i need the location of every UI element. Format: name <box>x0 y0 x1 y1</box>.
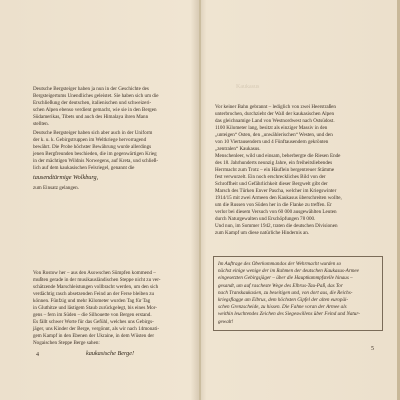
right-page <box>201 0 397 400</box>
faint-handwritten-note: Kaukasus <box>236 84 260 90</box>
order-text-box <box>213 256 383 331</box>
right-paragraph-1: Vor keiner Bahn gebrannt – lediglich von zwei Heerstraßen unterbrochen, durchzieht der Wall der kaukasischen Alpen das gleichnamige Land von Westnordwest nach Ostsüdost. 1100 Kilometer lang, besitzt als einziger Massiv in den „unteigen“ Osten, den „unwählerischen“ Westen, und den von 10 Viertausendern und 4 Fünftausendern gekrönten „zentralen“ Kaukasus. Menschenleer, wild und einsam, beherbergte die Riesen Ende des 18. Jahrhunderts neunzig Jahre, ein freiheitsliebendes Herrmacht zum Trotz – ein Häuflein bergentreuer Stämme fest verwurzelt. Ein noch erschreckliches Bild von der Schroffheit und Gefährlichkeit dieser Bergwelt gibt der Marsch des Türken Enver Pascha, welcher im Kriegswinter 1914/15 mit zwei Armeen den Kaukasus überschreiten wollte, um die Russen von Süden her in die Flanke zu treffen. Er verlor bei diesem Versuch von 60 000 ausgewählten Leuten durch Naturgewalten und Erschöpfungen 78 000. Und nun, im Sommer 1942, traten die deutschen Divisionen zum Kampf um diese natürliche Hindernis an. <box>215 104 342 236</box>
left-script-line-1: tausendtürmige Wolkburg, <box>33 174 99 181</box>
left-paragraph-3: zum Einsatz gelangen. <box>33 185 79 191</box>
left-paragraph-2: Deutsche Bergsteiger haben sich aber auch in der Uniform der k. u. k. Gebirgstruppen im Weltkriege hervorragend bewährt. Die Probe höchster Bewährung wurde allerdings jenen Bergfreunden beschieden, die im gegenwärtigen Krieg in der mächtigen Wildnis Norwegens, auf Kreta, und schließ- lich auf dem kaukasischen Felsriegel, genannt die <box>33 130 159 171</box>
right-page-number: 5 <box>371 346 374 352</box>
left-paragraph-1: Deutsche Bergsteiger haben ja nun in der Geschichte des Bergsteigertums Unendliches geleistet. Sie haben sich um die Erschließung der deutschen, italienischen und schweizeri- schen Alpen ebenso verdient gemacht, wie sie in den Bergen Südamerikas, Tibets und auch des Himalaya ihren Mann stellten. <box>33 86 159 127</box>
left-script-line-2: kaukasische Berge! <box>86 350 135 357</box>
left-paragraph-4: Von Rostow her – aus den Asowschen Sümpfen kommend – mußten gerade in der musikausländischen Steppe nicht zu ver- schätzende Marschleistungen vollbracht werden, um den sich verdächtig rasch absetzenden Feind an der Ferse bleiben zu können. Fünfzig und mehr Kilometer wurden Tag für Tag in Gluthitze und lästigem Staub zurückgelegt, bis eines Mor- gens – fern im Süden – die Silhouette von Bergen erstand. Es fällt schwer Worte für das Gefühl, welches uns Gebirgs- jäger, uns Kinder der Berge, vergönnt, als wir nach 14monati- gem Kampf in den Ebenen der Ukraine, in dem Wüsten der Nogaischen Steppe Berge sahen: <box>33 270 161 346</box>
left-page-number: 4 <box>36 352 39 358</box>
left-page <box>0 0 199 400</box>
order-text: Im Auftrage des Oberkommandos der Wehrmacht wurden so nächst einige wenige der im Rahmen der deutschen Kaukasus-Armee eingesetzten Gebirgsjäger – über die Hauptkammpfstelle hinaus – gesandt, um auf rascheste Wege des Elbrus-Tau-Paß, das Tor nach Transkaukasien, zu beseitigen und, von dort aus, die Reichs- kriegsflagge am Elbrus, dem höchsten Gipfel der alten europäi- schen Grenzscheide, zu hissen. Die Fahne voran der Armee als weithin leuchtendes Zeichen des Siegeswillens über Feind und Natur- gewalt! <box>218 261 360 325</box>
